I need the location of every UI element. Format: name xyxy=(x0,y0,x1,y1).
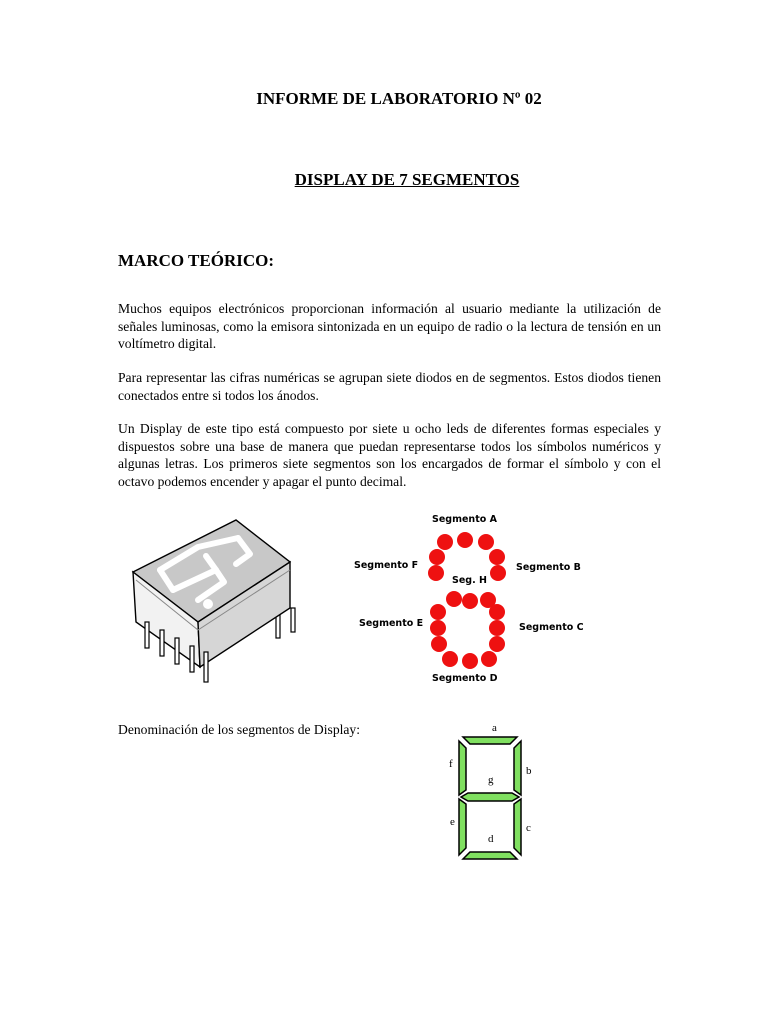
led-dot-segment-b xyxy=(490,565,506,581)
label-segment-c: Segmento C xyxy=(519,622,584,633)
led-dot-segment-c xyxy=(489,620,505,636)
led-dot-segment-h xyxy=(462,593,478,609)
label-b: b xyxy=(526,765,532,777)
paragraph-2: Para representar las cifras numéricas se agrupan siete diodos en de segmentos. Estos diodos tienen conectados entre si todos los ánodos. xyxy=(118,370,661,403)
label-e: e xyxy=(450,816,455,828)
label-segment-f: Segmento F xyxy=(354,560,419,571)
report-title: INFORME DE LABORATORIO Nº 02 xyxy=(256,89,542,108)
label-f: f xyxy=(449,758,453,770)
label-segment-a: Segmento A xyxy=(432,514,497,525)
led-dot-segment-a xyxy=(457,532,473,548)
segment-caption: Denominación de los segmentos de Display: xyxy=(118,722,360,737)
led-dot-segment-c xyxy=(489,604,505,620)
section-heading: MARCO TEÓRICO: xyxy=(118,251,274,270)
segment-f xyxy=(459,741,466,795)
led-dot-group xyxy=(428,532,506,669)
segment-g xyxy=(461,793,519,801)
led-dot-segment-d xyxy=(442,651,458,667)
segment-d xyxy=(463,852,517,859)
led-dot-segment-d xyxy=(462,653,478,669)
led-dots xyxy=(425,526,525,672)
label-a: a xyxy=(492,722,497,734)
segment-a xyxy=(463,737,517,744)
segment-c xyxy=(514,799,521,855)
report-subtitle: DISPLAY DE 7 SEGMENTOS xyxy=(294,170,520,189)
label-segment-d: Segmento D xyxy=(432,673,498,684)
label-segment-e: Segmento E xyxy=(359,618,424,629)
segment-e xyxy=(459,799,466,855)
label-g: g xyxy=(488,774,494,786)
led-dot-segment-a xyxy=(437,534,453,550)
led-dot-segment-d xyxy=(481,651,497,667)
led-dot-segment-e xyxy=(431,636,447,652)
seven-segment-package-illustration xyxy=(128,512,318,692)
paragraph-1: Muchos equipos electrónicos proporcionan información al usuario mediante la utilización de señales luminosas, como la emisora sintonizada en un equipo de radio o la lectura de tensión en un voltímetro digital. xyxy=(118,301,661,351)
led-dot-segment-h xyxy=(446,591,462,607)
label-d: d xyxy=(488,833,494,845)
led-dot-segment-f xyxy=(429,549,445,565)
label-c: c xyxy=(526,822,531,834)
label-segment-h: Seg. H xyxy=(452,575,487,586)
led-dot-segment-b xyxy=(489,549,505,565)
led-dot-segment-a xyxy=(478,534,494,550)
paragraph-3: Un Display de este tipo está compuesto por siete u ocho leds de diferentes formas especiales y dispuestos sobre una base de manera que puedan representarse todos los símbolos numéricos y algunas letras. Los primeros siete segmentos son los encargados de formar el símbolo y con el octavo podemos encender y apagar el punto decimal. xyxy=(118,421,661,489)
led-dot-segment-e xyxy=(430,604,446,620)
led-dot-segment-e xyxy=(430,620,446,636)
led-dot-segment-f xyxy=(428,565,444,581)
led-dot-segment-c xyxy=(489,636,505,652)
label-segment-b: Segmento B xyxy=(516,562,581,573)
segment-b xyxy=(514,741,521,795)
